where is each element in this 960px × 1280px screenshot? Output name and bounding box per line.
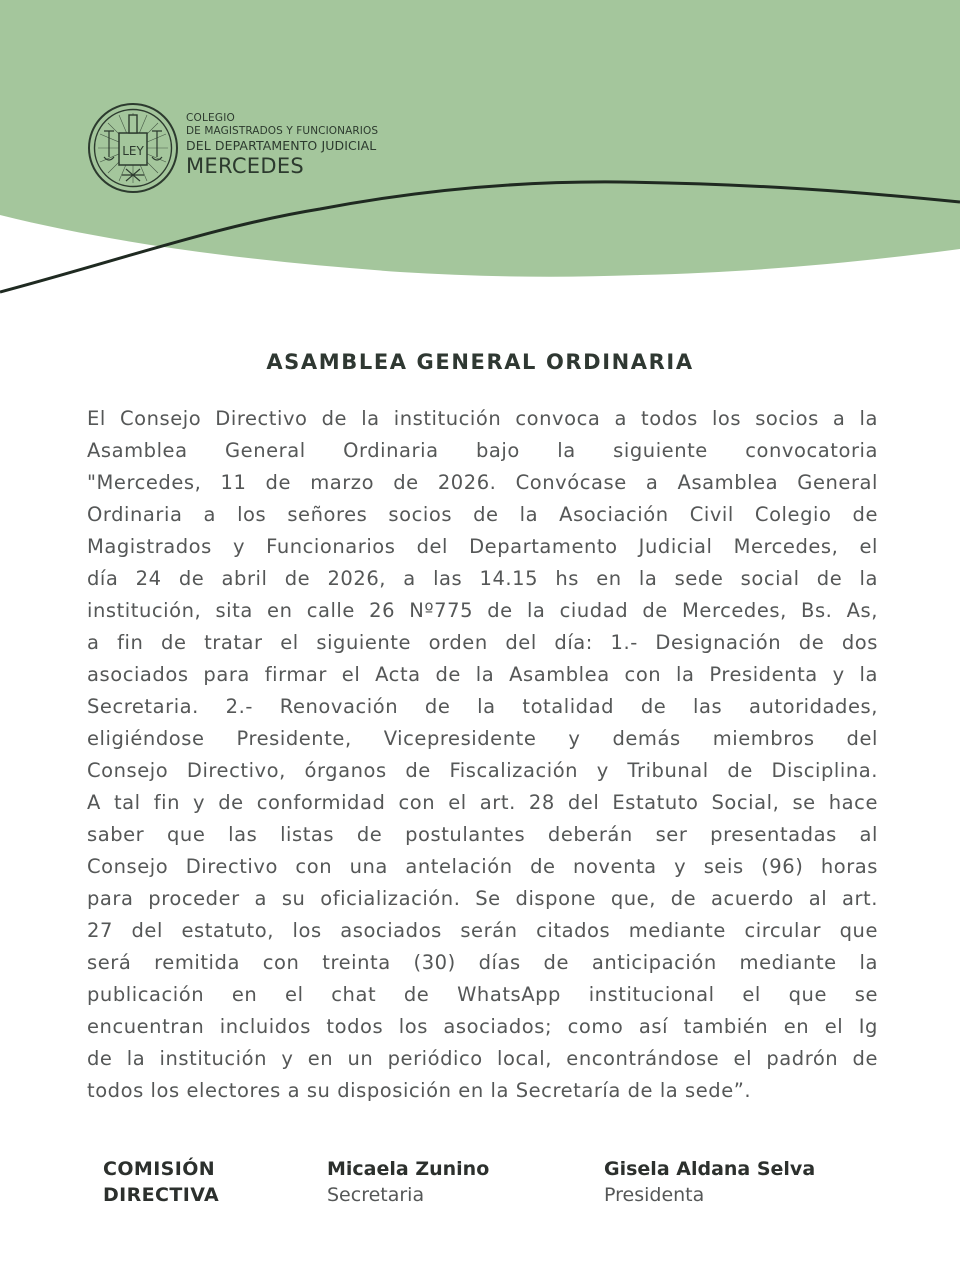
signature-presidenta (604, 1156, 815, 1208)
body-line: será remitida con treinta (30) días de anticipación mediante la (87, 951, 878, 974)
signature-line2: DIRECTIVA (103, 1184, 220, 1206)
body-line: 27 del estatuto, los asociados serán citados mediante circular que (87, 919, 878, 942)
org-name-line2: DE MAGISTRADOS Y FUNCIONARIOS (186, 125, 379, 137)
org-name-line1: COLEGIO (186, 112, 235, 124)
body-line: Consejo Directivo, órganos de Fiscalización y Tribunal de Disciplina. (87, 759, 878, 782)
body-line: para proceder a su oficialización. Se dispone que, de acuerdo al art. (87, 887, 878, 910)
body-line: de la institución y en un periódico local, encontrándose el padrón de (87, 1047, 878, 1070)
body-line: encuentran incluidos todos los asociados; como así también en el Ig (87, 1015, 878, 1038)
document-body (87, 403, 878, 1107)
body-line: Ordinaria a los señores socios de la Asociación Civil Colegio de (87, 503, 878, 526)
body-line: asociados para firmar el Acta de la Asamblea con la Presidenta y la (87, 663, 878, 686)
body-line: Secretaria. 2.- Renovación de la totalidad de las autoridades, (87, 695, 878, 718)
signature-name: Micaela Zunino (327, 1158, 490, 1180)
emblem-text: LEY (122, 144, 144, 158)
document-title: ASAMBLEA GENERAL ORDINARIA (266, 350, 694, 374)
body-line: El Consejo Directivo de la institución convoca a todos los socios a la (87, 407, 878, 430)
body-line: Consejo Directivo con una antelación de noventa y seis (96) horas (87, 855, 878, 878)
body-line: "Mercedes, 11 de marzo de 2026. Convócase a Asamblea General (87, 471, 878, 494)
org-name-line3: DEL DEPARTAMENTO JUDICIAL (186, 138, 377, 153)
signature-role: Presidenta (604, 1184, 705, 1206)
body-line: saber que las listas de postulantes deberán ser presentadas al (87, 823, 878, 846)
body-line: eligiéndose Presidente, Vicepresidente y demás miembros del (87, 727, 878, 750)
seal-emblem-icon (86, 101, 180, 195)
signature-role: Secretaria (327, 1184, 425, 1206)
org-name-line4: MERCEDES (186, 154, 305, 178)
body-line: a fin de tratar el siguiente orden del día: 1.- Designación de dos (87, 631, 878, 654)
body-line: publicación en el chat de WhatsApp institucional el que se (87, 983, 878, 1006)
institution-logo (86, 101, 180, 195)
body-line: todos los electores a su disposición en la Secretaría de la sede”. (87, 1079, 752, 1102)
signature-line1: COMISIÓN (103, 1158, 216, 1180)
signature-comision-directiva (103, 1156, 219, 1208)
institution-name (186, 112, 378, 178)
body-line: institución, sita en calle 26 Nº775 de la ciudad de Mercedes, Bs. As, (87, 599, 878, 622)
body-line: día 24 de abril de 2026, a las 14.15 hs en la sede social de la (87, 567, 878, 590)
signature-secretaria (327, 1156, 489, 1208)
body-line: Magistrados y Funcionarios del Departamento Judicial Mercedes, el (87, 535, 878, 558)
signature-name: Gisela Aldana Selva (604, 1158, 816, 1180)
body-line: Asamblea General Ordinaria bajo la siguiente convocatoria (87, 439, 878, 462)
body-line: A tal fin y de conformidad con el art. 28 del Estatuto Social, se hace (87, 791, 878, 814)
